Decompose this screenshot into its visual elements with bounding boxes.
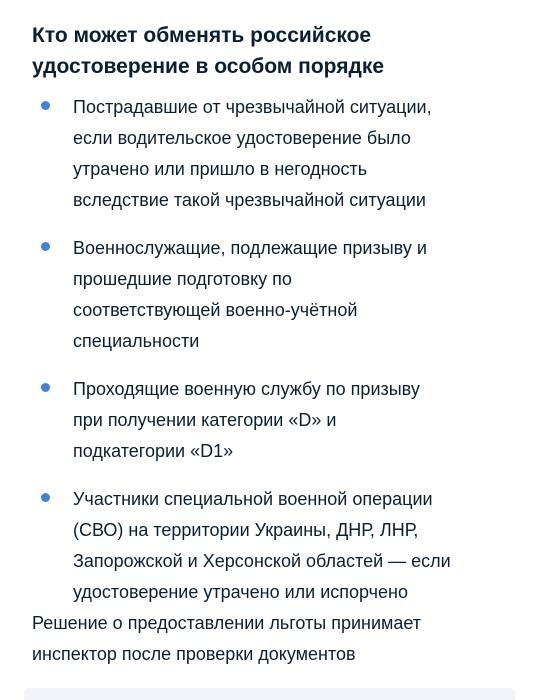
list-item-line: соответствующей военно-учётной (73, 300, 358, 320)
list-item-text (73, 92, 502, 216)
list-item-line: Пострадавшие от чрезвычайной ситуации, (73, 97, 432, 117)
list-item-line: вследствие такой чрезвычайной ситуации (73, 190, 426, 210)
list-item (32, 374, 502, 467)
list-item-line: прошедшие подготовку по (73, 269, 292, 289)
bullet-dot-icon (41, 493, 50, 502)
list-item-line: Запорожской и Херсонской областей — если (73, 551, 451, 571)
bullet-dot-icon (41, 242, 50, 251)
note-line: Решение о предоставлении льготы принимает (32, 613, 422, 633)
note-line: инспектор после проверки документов (32, 644, 356, 664)
section-title-line: Кто может обменять российское (32, 24, 372, 47)
list-item-text (73, 233, 502, 357)
list-item-line: подкатегории «D1» (73, 441, 234, 461)
section-title (32, 20, 502, 82)
section-title-line: удостоверение в особом порядке (32, 55, 385, 78)
list-item-line: (СВО) на территории Украины, ДНР, ЛНР, (73, 520, 419, 540)
decision-note (32, 608, 512, 670)
list-item-line: Проходящие военную службу по призыву (73, 379, 420, 399)
list-item-line: утрачено или пришло в негодность (73, 159, 368, 179)
bullet-dot-icon (41, 383, 50, 392)
next-section-edge (24, 688, 515, 700)
list-item (32, 484, 502, 608)
list-item-line: если водительское удостоверение было (73, 128, 411, 148)
list-item-text (73, 374, 502, 467)
list-item-line: Военнослужащие, подлежащие призыву и (73, 238, 427, 258)
list-item-line: удостоверение утрачено или испорчено (73, 582, 408, 602)
list-item-line: при получении категории «D» и (73, 410, 337, 430)
bullet-dot-icon (41, 101, 50, 110)
list-item-line: Участники специальной военной операции (73, 489, 433, 509)
list-item-text (73, 484, 502, 608)
list-item (32, 92, 502, 216)
list-item-line: специальности (73, 331, 200, 351)
list-item (32, 233, 502, 357)
